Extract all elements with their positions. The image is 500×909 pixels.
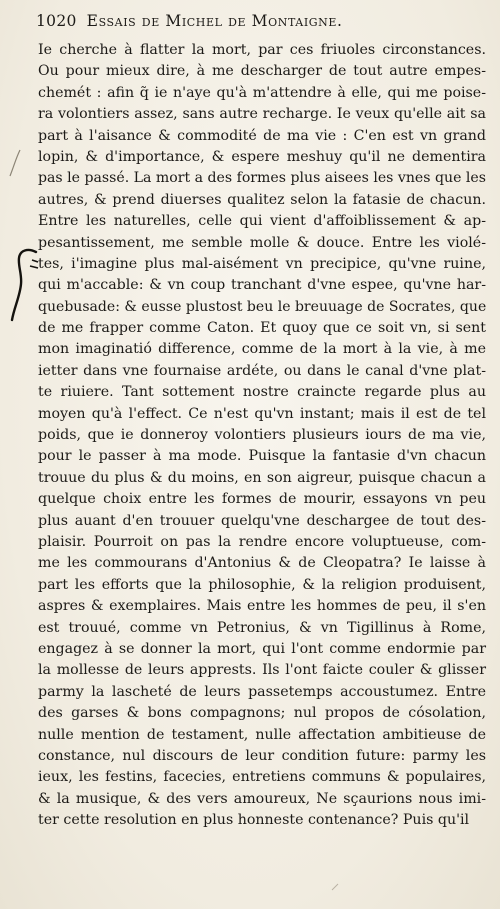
text-line: nulle mention de testament, nulle affectation ambitieuse de	[38, 726, 486, 743]
body-text	[38, 40, 486, 831]
text-line: mon imaginatió difference, comme de la mort à la vie, à me	[38, 341, 486, 358]
text-line: ra volontiers assez, sans autre recharge. Ie veux qu'elle ait sa	[38, 106, 486, 123]
text-line: parmy la lascheté de leurs passetemps accoustumez. Entre	[38, 683, 486, 700]
text-line: ter cette resolution en plus honneste contenance? Puis qu'il	[38, 812, 470, 829]
page-number: 1020	[36, 12, 77, 30]
text-line: tes, i'imagine plus mal-aisément vn precipice, qu'vne ruine,	[38, 255, 486, 272]
running-title: Essais de Michel de Montaigne.	[86, 12, 343, 30]
text-line: part les efforts que la philosophie, & la religion produisent,	[38, 576, 486, 593]
text-line: me les commourans d'Antonius & de Cleopatra? Ie laisse à	[38, 555, 486, 572]
text-line: qui m'accable: & vn coup tranchant d'vne espee, qu'vne har-	[38, 277, 486, 294]
text-line: & la musique, & des vers amoureux, Ne sçaurions nous imi-	[38, 790, 486, 807]
text-line: pesantissement, me semble molle & douce. Entre les violé-	[38, 234, 486, 251]
running-header	[36, 12, 486, 34]
text-line: est trouué, comme vn Petronius, & vn Tigillinus à Rome,	[38, 619, 486, 636]
text-line: lopin, & d'importance, & espere meshuy qu'il ne dementira	[38, 148, 486, 165]
text-line: de me frapper comme Caton. Et quoy que ce soit vn, si sent	[38, 320, 486, 337]
text-line: Ou pour mieux dire, à me descharger de tout autre empes-	[38, 63, 486, 80]
text-line: autres, & prend diuerses qualitez selon la fatasie de chacun.	[38, 191, 486, 208]
page-speck	[328, 880, 348, 894]
manicule-mark	[10, 244, 40, 324]
text-line: constance, nul discours de leur condition future: parmy les	[38, 747, 486, 764]
text-line: chemét : afin q̃ ie n'aye qu'à m'attendre à elle, qui me poise-	[38, 84, 486, 101]
text-line: quebusade: & eusse plustost beu le breuuage de Socrates, que	[38, 298, 487, 315]
text-line: plus auant d'en trouuer quelqu'vne deschargee de tout des-	[38, 512, 486, 529]
text-line: pas le passé. La mort a des formes plus aisees les vnes que les	[38, 170, 486, 187]
text-line: la mollesse de leurs apprests. Ils l'ont faicte couler & glisser	[38, 662, 486, 679]
text-line: Entre les naturelles, celle qui vient d'affoiblissement & ap-	[38, 213, 486, 230]
text-line: poids, que ie donneroy volontiers plusieurs iours de ma vie,	[38, 427, 486, 444]
text-line: quelque choix entre les formes de mourir, essayons vn peu	[38, 491, 486, 508]
text-line: Ie cherche à flatter la mort, par ces friuoles circonstances.	[38, 42, 486, 58]
text-line: moyen qu'à l'effect. Ce n'est qu'vn instant; mais il est de tel	[38, 405, 486, 422]
margin-stroke	[6, 148, 26, 178]
text-line: aspres & exemplaires. Mais entre les hommes de peu, il s'en	[38, 598, 486, 615]
text-line: part à l'aisance & commodité de ma vie : C'en est vn grand	[38, 127, 486, 144]
text-line: plaisir. Pourroit on pas la rendre encore voluptueuse, com-	[38, 533, 486, 550]
text-line: trouue du plus & du moins, en son aigreur, puisque chacun a	[38, 469, 486, 486]
text-line: des garses & bons compagnons; nul propos de cósolation,	[38, 705, 486, 722]
text-line: engagez à se donner la mort, qui l'ont comme endormie par	[38, 640, 486, 657]
text-line: ieux, les festins, facecies, entretiens communs & populaires,	[38, 769, 486, 786]
text-line: pour le passer à ma mode. Puisque la fantasie d'vn chacun	[38, 448, 486, 465]
text-line: ietter dans vne fournaise ardéte, ou dans le canal d'vne plat-	[38, 362, 486, 379]
text-line: te riuiere. Tant sottement nostre craincte regarde plus au	[38, 384, 486, 401]
